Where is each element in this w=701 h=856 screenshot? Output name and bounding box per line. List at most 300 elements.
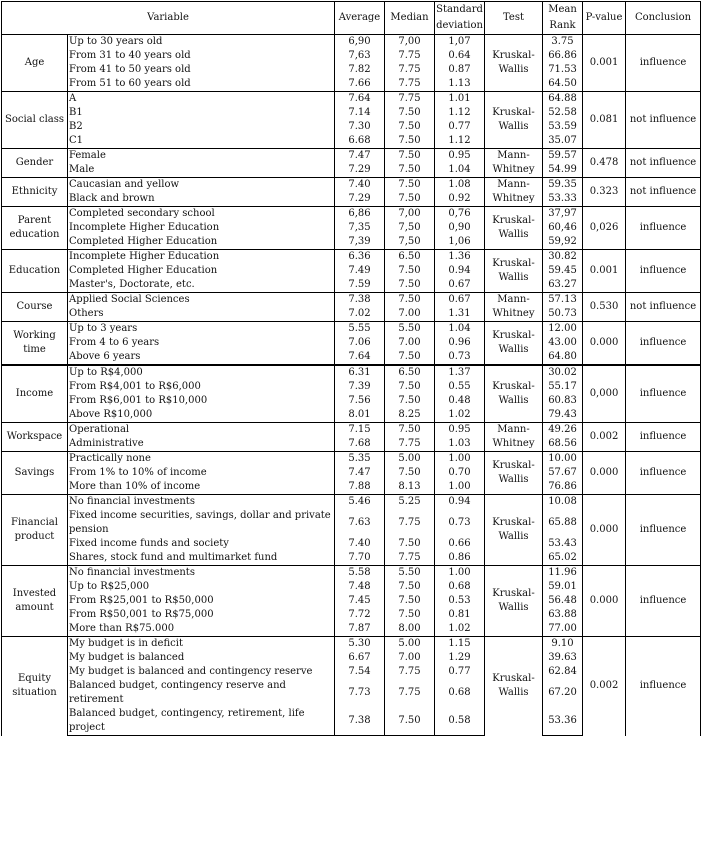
p-value: 0.000 xyxy=(583,495,626,566)
mean-rank-value: 53.36 xyxy=(543,707,583,736)
variable-group-name: Invested amount xyxy=(2,566,68,637)
category-label: Balanced budget, contingency reserve and retirement xyxy=(68,679,335,707)
average-value: 7.06 xyxy=(335,336,385,350)
std-deviation-value: 0.67 xyxy=(435,278,485,293)
category-label: From R$6,001 to R$10,000 xyxy=(68,394,335,408)
median-value: 7.75 xyxy=(385,437,435,452)
median-value: 7.50 xyxy=(385,537,435,551)
average-value: 7.70 xyxy=(335,551,385,566)
header-median: Median xyxy=(385,2,435,35)
header-row xyxy=(2,2,701,35)
mean-rank-value: 12.00 xyxy=(543,322,583,337)
median-value: 5.50 xyxy=(385,566,435,581)
std-deviation-value: 0.87 xyxy=(435,63,485,77)
median-value: 7,00 xyxy=(385,207,435,222)
std-deviation-value: 1.36 xyxy=(435,250,485,265)
category-label: Balanced budget, contingency, retirement, life project xyxy=(68,707,335,736)
header-test: Test xyxy=(485,2,543,35)
median-value: 5.25 xyxy=(385,495,435,510)
category-label: B2 xyxy=(68,120,335,134)
average-value: 7,39 xyxy=(335,235,385,250)
average-value: 7.15 xyxy=(335,423,385,438)
median-value: 7.50 xyxy=(385,466,435,480)
std-deviation-value: 1.04 xyxy=(435,163,485,178)
category-label: Up to R$25,000 xyxy=(68,580,335,594)
median-value: 7.50 xyxy=(385,120,435,134)
std-deviation-value: 0.95 xyxy=(435,423,485,438)
variable-group-name: Working time xyxy=(2,322,68,366)
mean-rank-value: 60,46 xyxy=(543,221,583,235)
category-label: From R$25,001 to R$50,000 xyxy=(68,594,335,608)
average-value: 7.48 xyxy=(335,580,385,594)
category-label: From 1% to 10% of income xyxy=(68,466,335,480)
average-value: 7,63 xyxy=(335,49,385,63)
mean-rank-value: 30.02 xyxy=(543,365,583,380)
category-label: Fixed income securities, savings, dollar and private pension xyxy=(68,509,335,537)
mean-rank-value: 59.35 xyxy=(543,178,583,193)
average-value: 7.40 xyxy=(335,537,385,551)
average-value: 5.46 xyxy=(335,495,385,510)
median-value: 7.75 xyxy=(385,679,435,707)
std-deviation-value: 1.02 xyxy=(435,622,485,637)
mean-rank-value: 11.96 xyxy=(543,566,583,581)
table-row xyxy=(2,293,701,308)
median-value: 7.50 xyxy=(385,350,435,365)
average-value: 7.39 xyxy=(335,380,385,394)
statistics-table xyxy=(1,1,701,736)
category-label: Incomplete Higher Education xyxy=(68,250,335,265)
average-value: 6.68 xyxy=(335,134,385,149)
std-deviation-value: 0.81 xyxy=(435,608,485,622)
variable-group-name: Gender xyxy=(2,149,68,178)
std-deviation-value: 1.03 xyxy=(435,437,485,452)
std-deviation-value: 0.68 xyxy=(435,580,485,594)
mean-rank-value: 63.27 xyxy=(543,278,583,293)
table-row xyxy=(2,423,701,438)
std-deviation-value: 0.92 xyxy=(435,192,485,207)
mean-rank-value: 55.17 xyxy=(543,380,583,394)
p-value: 0.000 xyxy=(583,566,626,637)
median-value: 7.50 xyxy=(385,707,435,736)
mean-rank-value: 79.43 xyxy=(543,408,583,423)
median-value: 8.13 xyxy=(385,480,435,495)
mean-rank-value: 71.53 xyxy=(543,63,583,77)
std-deviation-value: 0.77 xyxy=(435,120,485,134)
average-value: 7.30 xyxy=(335,120,385,134)
category-label: Shares, stock fund and multimarket fund xyxy=(68,551,335,566)
header-average: Average xyxy=(335,2,385,35)
mean-rank-value: 53.59 xyxy=(543,120,583,134)
median-value: 7.00 xyxy=(385,336,435,350)
average-value: 7.49 xyxy=(335,264,385,278)
std-deviation-value: 1.02 xyxy=(435,408,485,423)
average-value: 7.14 xyxy=(335,106,385,120)
std-deviation-value: 0.68 xyxy=(435,679,485,707)
p-value: 0.001 xyxy=(583,250,626,293)
mean-rank-value: 63.88 xyxy=(543,608,583,622)
average-value: 7.38 xyxy=(335,293,385,308)
average-value: 7.54 xyxy=(335,665,385,679)
p-value: 0,000 xyxy=(583,365,626,423)
average-value: 7.64 xyxy=(335,350,385,365)
average-value: 7.82 xyxy=(335,63,385,77)
average-value: 7.63 xyxy=(335,509,385,537)
std-deviation-value: 1.13 xyxy=(435,77,485,92)
median-value: 7,50 xyxy=(385,221,435,235)
std-deviation-value: 1.12 xyxy=(435,134,485,149)
category-label: My budget is in deficit xyxy=(68,637,335,652)
p-value: 0.478 xyxy=(583,149,626,178)
median-value: 7.75 xyxy=(385,665,435,679)
average-value: 7.02 xyxy=(335,307,385,322)
median-value: 7.50 xyxy=(385,278,435,293)
average-value: 7.64 xyxy=(335,92,385,107)
header-std-line2: deviation xyxy=(436,20,483,31)
p-value: 0.001 xyxy=(583,35,626,92)
header-variable: Variable xyxy=(2,2,335,35)
mean-rank-value: 37,97 xyxy=(543,207,583,222)
category-label: Fixed income funds and society xyxy=(68,537,335,551)
conclusion-value: influence xyxy=(626,35,701,92)
median-value: 7.50 xyxy=(385,594,435,608)
category-label: From R$4,001 to R$6,000 xyxy=(68,380,335,394)
std-deviation-value: 1.31 xyxy=(435,307,485,322)
category-label: No financial investments xyxy=(68,495,335,510)
average-value: 7.59 xyxy=(335,278,385,293)
test-name: Kruskal-Wallis xyxy=(485,566,543,637)
category-label: Black and brown xyxy=(68,192,335,207)
category-label: From R$50,001 to R$75,000 xyxy=(68,608,335,622)
category-label: Incomplete Higher Education xyxy=(68,221,335,235)
mean-rank-value: 49.26 xyxy=(543,423,583,438)
p-value: 0.002 xyxy=(583,637,626,736)
category-label: Operational xyxy=(68,423,335,438)
std-deviation-value: 0.70 xyxy=(435,466,485,480)
variable-group-name: Financial product xyxy=(2,495,68,566)
mean-rank-value: 57.13 xyxy=(543,293,583,308)
category-label: Above 6 years xyxy=(68,350,335,365)
median-value: 7.50 xyxy=(385,106,435,120)
mean-rank-value: 68.56 xyxy=(543,437,583,452)
test-name: Kruskal-Wallis xyxy=(485,250,543,293)
median-value: 7.50 xyxy=(385,178,435,193)
mean-rank-value: 56.48 xyxy=(543,594,583,608)
std-deviation-value: 0.67 xyxy=(435,293,485,308)
std-deviation-value: 0.73 xyxy=(435,350,485,365)
variable-group-name: Income xyxy=(2,365,68,423)
category-label: Master's, Doctorate, etc. xyxy=(68,278,335,293)
header-conclusion: Conclusion xyxy=(626,2,701,35)
category-label: A xyxy=(68,92,335,107)
table-row xyxy=(2,149,701,164)
average-value: 6.36 xyxy=(335,250,385,265)
mean-rank-value: 50.73 xyxy=(543,307,583,322)
category-label: From 31 to 40 years old xyxy=(68,49,335,63)
std-deviation-value: 0.55 xyxy=(435,380,485,394)
test-name: Kruskal-Wallis xyxy=(485,322,543,366)
test-name: Kruskal-Wallis xyxy=(485,452,543,495)
std-deviation-value: 1.37 xyxy=(435,365,485,380)
mean-rank-value: 52.58 xyxy=(543,106,583,120)
mean-rank-value: 54.99 xyxy=(543,163,583,178)
conclusion-value: influence xyxy=(626,250,701,293)
median-value: 7.50 xyxy=(385,423,435,438)
mean-rank-value: 64.50 xyxy=(543,77,583,92)
std-deviation-value: 0.77 xyxy=(435,665,485,679)
average-value: 7.68 xyxy=(335,437,385,452)
category-label: Above R$10,000 xyxy=(68,408,335,423)
conclusion-value: influence xyxy=(626,566,701,637)
average-value: 7.66 xyxy=(335,77,385,92)
median-value: 7.50 xyxy=(385,394,435,408)
test-name: Mann-Whitney xyxy=(485,149,543,178)
median-value: 7.00 xyxy=(385,651,435,665)
category-label: Up to 3 years xyxy=(68,322,335,337)
test-name: Kruskal-Wallis xyxy=(485,92,543,149)
table-row xyxy=(2,637,701,652)
average-value: 5.35 xyxy=(335,452,385,467)
p-value: 0,026 xyxy=(583,207,626,250)
category-label: Up to 30 years old xyxy=(68,35,335,50)
conclusion-value: not influence xyxy=(626,293,701,322)
test-name: Mann-Whitney xyxy=(485,178,543,207)
average-value: 7.87 xyxy=(335,622,385,637)
median-value: 7.75 xyxy=(385,77,435,92)
std-deviation-value: 1.15 xyxy=(435,637,485,652)
mean-rank-value: 62.84 xyxy=(543,665,583,679)
table-row xyxy=(2,250,701,265)
median-value: 7,50 xyxy=(385,235,435,250)
mean-rank-value: 59.57 xyxy=(543,149,583,164)
category-label: From 51 to 60 years old xyxy=(68,77,335,92)
average-value: 7.72 xyxy=(335,608,385,622)
average-value: 6.67 xyxy=(335,651,385,665)
median-value: 5.00 xyxy=(385,452,435,467)
std-deviation-value: 0,76 xyxy=(435,207,485,222)
category-label: More than R$75.000 xyxy=(68,622,335,637)
header-std-line1: Standard xyxy=(436,4,483,15)
average-value: 7,35 xyxy=(335,221,385,235)
category-label: Up to R$4,000 xyxy=(68,365,335,380)
p-value: 0.000 xyxy=(583,322,626,366)
table-row xyxy=(2,207,701,222)
std-deviation-value: 0.94 xyxy=(435,495,485,510)
mean-rank-value: 60.83 xyxy=(543,394,583,408)
median-value: 7.75 xyxy=(385,63,435,77)
category-label: My budget is balanced xyxy=(68,651,335,665)
median-value: 7.50 xyxy=(385,149,435,164)
std-deviation-value: 0.48 xyxy=(435,394,485,408)
std-deviation-value: 1.00 xyxy=(435,480,485,495)
conclusion-value: influence xyxy=(626,365,701,423)
conclusion-value: influence xyxy=(626,207,701,250)
header-mean-rank xyxy=(543,2,583,35)
average-value: 6,90 xyxy=(335,35,385,50)
variable-group-name: Age xyxy=(2,35,68,92)
median-value: 7,00 xyxy=(385,35,435,50)
median-value: 7.75 xyxy=(385,92,435,107)
average-value: 7.56 xyxy=(335,394,385,408)
conclusion-value: influence xyxy=(626,423,701,452)
std-deviation-value: 1,06 xyxy=(435,235,485,250)
median-value: 7.50 xyxy=(385,264,435,278)
median-value: 7.50 xyxy=(385,192,435,207)
test-name: Kruskal-Wallis xyxy=(485,207,543,250)
p-value: 0.002 xyxy=(583,423,626,452)
mean-rank-value: 53.43 xyxy=(543,537,583,551)
table-row xyxy=(2,452,701,467)
variable-group-name: Course xyxy=(2,293,68,322)
median-value: 7.75 xyxy=(385,49,435,63)
average-value: 7.47 xyxy=(335,466,385,480)
median-value: 7.50 xyxy=(385,580,435,594)
mean-rank-value: 76.86 xyxy=(543,480,583,495)
test-name: Mann-Whitney xyxy=(485,293,543,322)
category-label: Completed secondary school xyxy=(68,207,335,222)
std-deviation-value: 0.94 xyxy=(435,264,485,278)
category-label: B1 xyxy=(68,106,335,120)
table-row xyxy=(2,495,701,510)
mean-rank-value: 43.00 xyxy=(543,336,583,350)
average-value: 7.73 xyxy=(335,679,385,707)
average-value: 7.29 xyxy=(335,192,385,207)
table-row xyxy=(2,322,701,337)
mean-rank-value: 59,92 xyxy=(543,235,583,250)
mean-rank-value: 35.07 xyxy=(543,134,583,149)
mean-rank-value: 10.08 xyxy=(543,495,583,510)
category-label: Applied Social Sciences xyxy=(68,293,335,308)
std-deviation-value: 0.95 xyxy=(435,149,485,164)
mean-rank-value: 65.02 xyxy=(543,551,583,566)
variable-group-name: Ethnicity xyxy=(2,178,68,207)
mean-rank-value: 39.63 xyxy=(543,651,583,665)
category-label: More than 10% of income xyxy=(68,480,335,495)
median-value: 7.50 xyxy=(385,380,435,394)
category-label: Others xyxy=(68,307,335,322)
variable-group-name: Workspace xyxy=(2,423,68,452)
category-label: My budget is balanced and contingency reserve xyxy=(68,665,335,679)
category-label: Practically none xyxy=(68,452,335,467)
std-deviation-value: 0.58 xyxy=(435,707,485,736)
median-value: 7.50 xyxy=(385,608,435,622)
average-value: 5.55 xyxy=(335,322,385,337)
test-name: Kruskal-Wallis xyxy=(485,495,543,566)
mean-rank-value: 10.00 xyxy=(543,452,583,467)
std-deviation-value: 0,90 xyxy=(435,221,485,235)
conclusion-value: influence xyxy=(626,495,701,566)
average-value: 6.31 xyxy=(335,365,385,380)
std-deviation-value: 1.01 xyxy=(435,92,485,107)
category-label: Completed Higher Education xyxy=(68,264,335,278)
category-label: Caucasian and yellow xyxy=(68,178,335,193)
header-rank-line1: Mean xyxy=(548,4,577,15)
variable-group-name: Education xyxy=(2,250,68,293)
std-deviation-value: 1,07 xyxy=(435,35,485,50)
category-label: From 4 to 6 years xyxy=(68,336,335,350)
category-label: Male xyxy=(68,163,335,178)
variable-group-name: Social class xyxy=(2,92,68,149)
conclusion-value: not influence xyxy=(626,149,701,178)
std-deviation-value: 1.12 xyxy=(435,106,485,120)
mean-rank-value: 3.75 xyxy=(543,35,583,50)
table-row xyxy=(2,178,701,193)
header-p-value: P-value xyxy=(583,2,626,35)
median-value: 7.75 xyxy=(385,509,435,537)
category-label: C1 xyxy=(68,134,335,149)
mean-rank-value: 9.10 xyxy=(543,637,583,652)
table-body xyxy=(2,35,701,736)
std-deviation-value: 0.96 xyxy=(435,336,485,350)
median-value: 8.25 xyxy=(385,408,435,423)
header-rank-line2: Rank xyxy=(549,20,576,31)
mean-rank-value: 59.01 xyxy=(543,580,583,594)
mean-rank-value: 77.00 xyxy=(543,622,583,637)
category-label: Female xyxy=(68,149,335,164)
average-value: 5.30 xyxy=(335,637,385,652)
mean-rank-value: 64.80 xyxy=(543,350,583,365)
std-deviation-value: 1.00 xyxy=(435,452,485,467)
std-deviation-value: 1.29 xyxy=(435,651,485,665)
mean-rank-value: 65.88 xyxy=(543,509,583,537)
average-value: 7.47 xyxy=(335,149,385,164)
median-value: 7.50 xyxy=(385,134,435,149)
std-deviation-value: 0.53 xyxy=(435,594,485,608)
average-value: 7.38 xyxy=(335,707,385,736)
average-value: 8.01 xyxy=(335,408,385,423)
median-value: 6.50 xyxy=(385,365,435,380)
p-value: 0.530 xyxy=(583,293,626,322)
test-name: Kruskal-Wallis xyxy=(485,637,543,736)
conclusion-value: influence xyxy=(626,452,701,495)
median-value: 5.50 xyxy=(385,322,435,337)
median-value: 7.50 xyxy=(385,293,435,308)
category-label: Administrative xyxy=(68,437,335,452)
median-value: 6.50 xyxy=(385,250,435,265)
variable-group-name: Parent education xyxy=(2,207,68,250)
mean-rank-value: 53.33 xyxy=(543,192,583,207)
average-value: 7.40 xyxy=(335,178,385,193)
mean-rank-value: 30.82 xyxy=(543,250,583,265)
std-deviation-value: 0.66 xyxy=(435,537,485,551)
std-deviation-value: 1.04 xyxy=(435,322,485,337)
average-value: 7.88 xyxy=(335,480,385,495)
mean-rank-value: 67.20 xyxy=(543,679,583,707)
header-std-deviation xyxy=(435,2,485,35)
table-row xyxy=(2,566,701,581)
category-label: Completed Higher Education xyxy=(68,235,335,250)
table-row xyxy=(2,365,701,380)
conclusion-value: not influence xyxy=(626,178,701,207)
test-name: Kruskal-Wallis xyxy=(485,35,543,92)
average-value: 7.45 xyxy=(335,594,385,608)
average-value: 7.29 xyxy=(335,163,385,178)
std-deviation-value: 1.00 xyxy=(435,566,485,581)
p-value: 0.000 xyxy=(583,452,626,495)
std-deviation-value: 0.64 xyxy=(435,49,485,63)
median-value: 7.00 xyxy=(385,307,435,322)
mean-rank-value: 59.45 xyxy=(543,264,583,278)
conclusion-value: influence xyxy=(626,322,701,366)
std-deviation-value: 0.73 xyxy=(435,509,485,537)
mean-rank-value: 57.67 xyxy=(543,466,583,480)
median-value: 7.75 xyxy=(385,551,435,566)
category-label: No financial investments xyxy=(68,566,335,581)
std-deviation-value: 1.08 xyxy=(435,178,485,193)
variable-group-name: Equity situation xyxy=(2,637,68,736)
table-row xyxy=(2,92,701,107)
test-name: Mann-Whitney xyxy=(485,423,543,452)
p-value: 0.323 xyxy=(583,178,626,207)
